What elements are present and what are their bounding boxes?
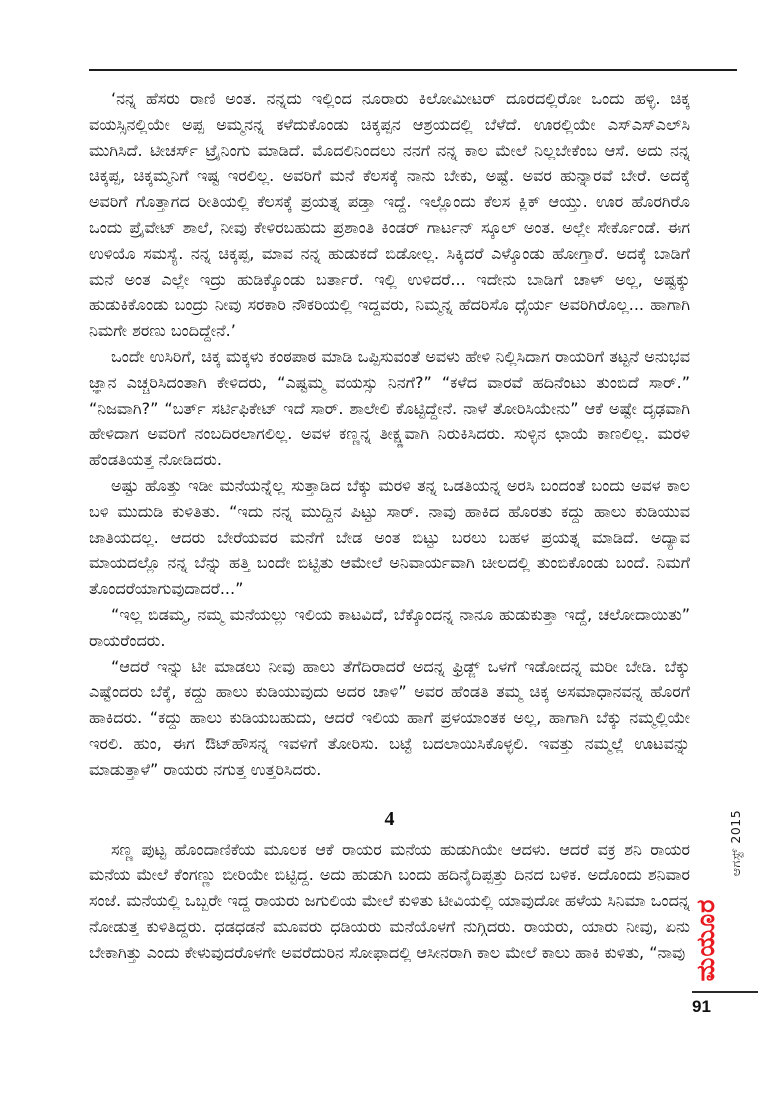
paragraph: ಒಂದೇ ಉಸಿರಿಗೆ, ಚಿಕ್ಕ ಮಕ್ಕಳು ಕಂಠಪಾಠ ಮಾಡಿ ಒಪ್ಪಿಸುವಂತೆ ಅವಳು ಹೇಳಿ ನಿಲ್ಲಿಸಿದಾಗ ರಾಯರಿಗೆ ತಟ್ಟನೆ ಅನುಭವ ಜ್ಞಾನ ಎಚ್ಚರಿಸಿದಂತಾಗಿ ಕೇಳಿದರು, “ಎಷ್ಟಮ್ಮ ವಯಸ್ಸು ನಿನಗೆ?” “ಕಳೆದ ವಾರವೆ ಹದಿನೆಂಟು ತುಂಬಿದೆ ಸಾರ್.” “ನಿಜವಾಗಿ?” “ಬರ್ತ್‌ ಸರ್ಟಿಫಿಕೇಟ್‌ ಇದೆ ಸಾರ್. ಶಾಲೇಲಿ ಕೊಟ್ಟಿದ್ದೇನೆ. ನಾಳೆ ತೋರಿಸಿಯೇನು” ಆಕೆ ಅಷ್ಟೇ ದೃಢವಾಗಿ ಹೇಳಿದಾಗ ಅವರಿಗೆ ನಂಬದಿರಲಾಗಲಿಲ್ಲ. ಅವಳ ಕಣ್ಣನ್ನ ತೀಕ್ಷ್ಣವಾಗಿ ನಿರುಕಿಸಿದರು. ಸುಳ್ಳಿನ ಛಾಯೆ ಕಾಣಲಿಲ್ಲ. ಮರಳಿ ಹೆಂಡತಿಯತ್ತ ನೋಡಿದರು. <box>89 346 690 470</box>
issue-date-vertical: ಆಗಸ್ಟ್ 2015 <box>728 809 743 877</box>
paragraph: ‘ನನ್ನ ಹೆಸರು ರಾಣಿ ಅಂತ. ನನ್ನದು ಇಲ್ಲಿಂದ ನೂರಾರು ಕಿಲೋಮೀಟರ್ ದೂರದಲ್ಲಿರೋ ಒಂದು ಹಳ್ಳಿ. ಚಿಕ್ಕ ವಯಸ್ಸಿನಲ್ಲಿಯೇ ಅಪ್ಪ ಅಮ್ಮನನ್ನ ಕಳೆದುಕೊಂಡು ಚಿಕ್ಕಪ್ಪನ ಆಶ್ರಯದಲ್ಲಿ ಬೆಳೆದೆ. ಊರಲ್ಲಿಯೇ ಎಸ್‌ಎಸ್‌ಎಲ್‌ಸಿ ಮುಗಿಸಿದೆ. ಟೀಚರ್ಸ್‌ ಟ್ರೈನಿಂಗು ಮಾಡಿದೆ. ಮೊದಲಿನಿಂದಲು ನನಗೆ ನನ್ನ ಕಾಲ ಮೇಲೆ ನಿಲ್ಲಬೇಕೆಂಬ ಆಸೆ. ಅದು ನನ್ನ ಚಿಕ್ಕಪ್ಪ, ಚಿಕ್ಕಮ್ಮನಿಗೆ ಇಷ್ಟ ಇರಲಿಲ್ಲ. ಅವರಿಗೆ ಮನೆ ಕೆಲಸಕ್ಕೆ ನಾನು ಬೇಕು, ಅಷ್ಟೆ. ಅವರ ಹುನ್ನಾರವೆ ಬೇರೆ. ಅದಕ್ಕೆ ಅವರಿಗೆ ಗೊತ್ತಾಗದ ರೀತಿಯಲ್ಲಿ ಕೆಲಸಕ್ಕೆ ಪ್ರಯತ್ನ ಪಡ್ತಾ ಇದ್ದೆ. ಇಲ್ಲೊಂದು ಕೆಲಸ ಕ್ಲಿಕ್ ಆಯ್ತು. ಊರ ಹೊರಗಿರೊ ಒಂದು ಪ್ರೈವೇಟ್ ಶಾಲೆ, ನೀವು ಕೇಳಿರಬಹುದು ಪ್ರಶಾಂತಿ ಕಿಂಡರ್ ಗಾರ್ಟನ್ ಸ್ಕೂಲ್ ಅಂತ. ಅಲ್ಲೇ ಸೇರ್ಕೊಂಡೆ. ಈಗ ಉಳಿಯೊ ಸಮಸ್ಯೆ. ನನ್ನ ಚಿಕ್ಕಪ್ಪ, ಮಾವ ನನ್ನ ಹುಡುಕದೆ ಬಿಡೋಲ್ಲ. ಸಿಕ್ಕಿದರೆ ಎಳ್ಕೊಂಡು ಹೋಗ್ತಾರೆ. ಅದಕ್ಕೆ ಬಾಡಿಗೆ ಮನೆ ಅಂತ ಎಲ್ಲೇ ಇದ್ರು ಹುಡಿಕ್ಕೊಂಡು ಬರ್ತಾರೆ. ಇಲ್ಲಿ ಉಳಿದರೆ... ಇದೇನು ಬಾಡಿಗೆ ಚಾಳ್‌ ಅಲ್ಲ, ಅಷ್ಟಕ್ಕು ಹುಡುಕಿಕೊಂಡು ಬಂದ್ರು ನೀವು ಸರಕಾರಿ ನೌಕರಿಯಲ್ಲಿ ಇದ್ದವರು, ನಿಮ್ಮನ್ನ ಹೆದರಿಸೊ ಧೈರ್ಯ ಅವರಿಗಿರೊಲ್ಲ... ಹಾಗಾಗಿ ನಿಮಗೇ ಶರಣು ಬಂದಿದ್ದೇನೆ.’ <box>89 89 690 341</box>
paragraph: ಅಷ್ಟು ಹೊತ್ತು ಇಡೀ ಮನೆಯನ್ನೆಲ್ಲ ಸುತ್ತಾಡಿದ ಬೆಕ್ಕು ಮರಳಿ ತನ್ನ ಒಡತಿಯನ್ನ ಅರಸಿ ಬಂದಂತೆ ಬಂದು ಅವಳ ಕಾಲ ಬಳಿ ಮುದುಡಿ ಕುಳಿತಿತು. “ಇದು ನನ್ನ ಮುದ್ದಿನ ಪಿಟ್ಟು ಸಾರ್. ನಾವು ಹಾಕಿದ ಹೊರತು ಕದ್ದು ಹಾಲು ಕುಡಿಯುವ ಜಾತಿಯದಲ್ಲ. ಆದರು ಬೇರೆಯವರ ಮನೆಗೆ ಬೇಡ ಅಂತ ಬಿಟ್ಟು ಬರಲು ಬಹಳ ಪ್ರಯತ್ನ ಮಾಡಿದೆ. ಅದ್ಯಾವ ಮಾಯದಲ್ಲೊ ನನ್ನ ಬೆನ್ನು ಹತ್ತಿ ಬಂದೇ ಬಿಟ್ಟಿತು ಆಮೇಲೆ ಅನಿವಾರ್ಯವಾಗಿ ಚೀಲದಲ್ಲಿ ತುಂಬಿಕೊಂಡು ಬಂದೆ. ನಿಮಗೆ ತೊಂದರೆಯಾಗುವುದಾದರೆ...” <box>89 475 690 599</box>
story-text <box>89 86 690 1016</box>
paragraph: “ಆದರೆ ಇನ್ನು ಟೀ ಮಾಡಲು ನೀವು ಹಾಲು ತೆಗೆದಿರಾದರೆ ಅದನ್ನ ಫ್ರಿಡ್ಜ್‌ ಒಳಗೆ ಇಡೋದನ್ನ ಮರೀ ಬೇಡಿ. ಬೆಕ್ಕು ಎಷ್ಟೆಂದರು ಬೆಕ್ಕೆ, ಕದ್ದು ಹಾಲು ಕುಡಿಯುವುದು ಅದರ ಚಾಳಿ” ಅವರ ಹೆಂಡತಿ ತಮ್ಮ ಚಿಕ್ಕ ಅಸಮಾಧಾನವನ್ನ ಹೊರಗೆ ಹಾಕಿದರು. “ಕದ್ದು ಹಾಲು ಕುಡಿಯಬಹುದು, ಆದರೆ ಇಲಿಯ ಹಾಗೆ ಪ್ರಳಯಾಂತಕ ಅಲ್ಲ, ಹಾಗಾಗಿ ಬೆಕ್ಕು ನಮ್ಮಲ್ಲಿಯೇ ಇರಲಿ. ಹುಂ, ಈಗ ಔಟ್‌ಹೌಸನ್ನ ಇವಳಿಗೆ ತೋರಿಸು. ಬಟ್ಟೆ ಬದಲಾಯಿಸಿಕೊಳ್ಳಲಿ. ಇವತ್ತು ನಮ್ಮಲ್ಲೆ ಊಟವನ್ನು ಮಾಡುತ್ತಾಳೆ” ರಾಯರು ನಗುತ್ತ ಉತ್ತರಿಸಿದರು. <box>89 656 690 779</box>
section-number: 4 <box>384 807 395 830</box>
paragraph: “ಇಲ್ಲ ಬಿಡಮ್ಮ, ನಮ್ಮ ಮನೆಯಲ್ಲು ಇಲಿಯ ಕಾಟವಿದೆ, ಬೆಕ್ಕೊಂದನ್ನ ನಾನೂ ಹುಡುಕುತ್ತಾ ಇದ್ದೆ, ಚಲೋದಾಯಿತು” ರಾಯರೆಂದರು. <box>89 604 690 650</box>
page-number-rule <box>692 991 758 993</box>
page-number: 91 <box>692 997 711 1016</box>
magazine-logo-vertical: ಮಯೂರ <box>691 898 720 982</box>
top-rule <box>89 69 737 71</box>
paragraph: ಸಣ್ಣ ಪುಟ್ಟ ಹೊಂದಾಣಿಕೆಯ ಮೂಲಕ ಆಕೆ ರಾಯರ ಮನೆಯ ಹುಡುಗಿಯೇ ಆದಳು. ಆದರೆ ವಕ್ರ ಶನಿ ರಾಯರ ಮನೆಯ ಮೇಲೆ ಕೆಂಗಣ್ಣು ಬೀರಿಯೇ ಬಿಟ್ಟಿದ್ದ. ಅದು ಹುಡುಗಿ ಬಂದು ಹದಿನೈದಿಪ್ಪತ್ತು ದಿನದ ಬಳಿಕ. ಅದೊಂದು ಶನಿವಾರ ಸಂಜೆ. ಮನೆಯಲ್ಲಿ ಒಬ್ಬರೇ ಇದ್ದ ರಾಯರು ಜಗುಲಿಯ ಮೇಲೆ ಕುಳಿತು ಟೀವಿಯಲ್ಲಿ ಯಾವುದೋ ಹಳೆಯ ಸಿನಿಮಾ ಒಂದನ್ನ ನೋಡುತ್ತ ಕುಳಿತಿದ್ದರು. ಧಡಧಡನೆ ಮೂವರು ಧಡಿಯರು ಮನೆಯೊಳಗೆ ನುಗ್ಗಿದರು. ರಾಯರು, ಯಾರು ನೀವು, ಏನು ಬೇಕಾಗಿತ್ತು ಎಂದು ಕೇಳುವುದರೊಳಗೇ ಅವರೆದುರಿನ ಸೋಫಾದಲ್ಲಿ ಆಸೀನರಾಗಿ ಕಾಲ ಮೇಲೆ ಕಾಲು ಹಾಕಿ ಕುಳಿತು, “ನಾವು <box>89 839 690 962</box>
